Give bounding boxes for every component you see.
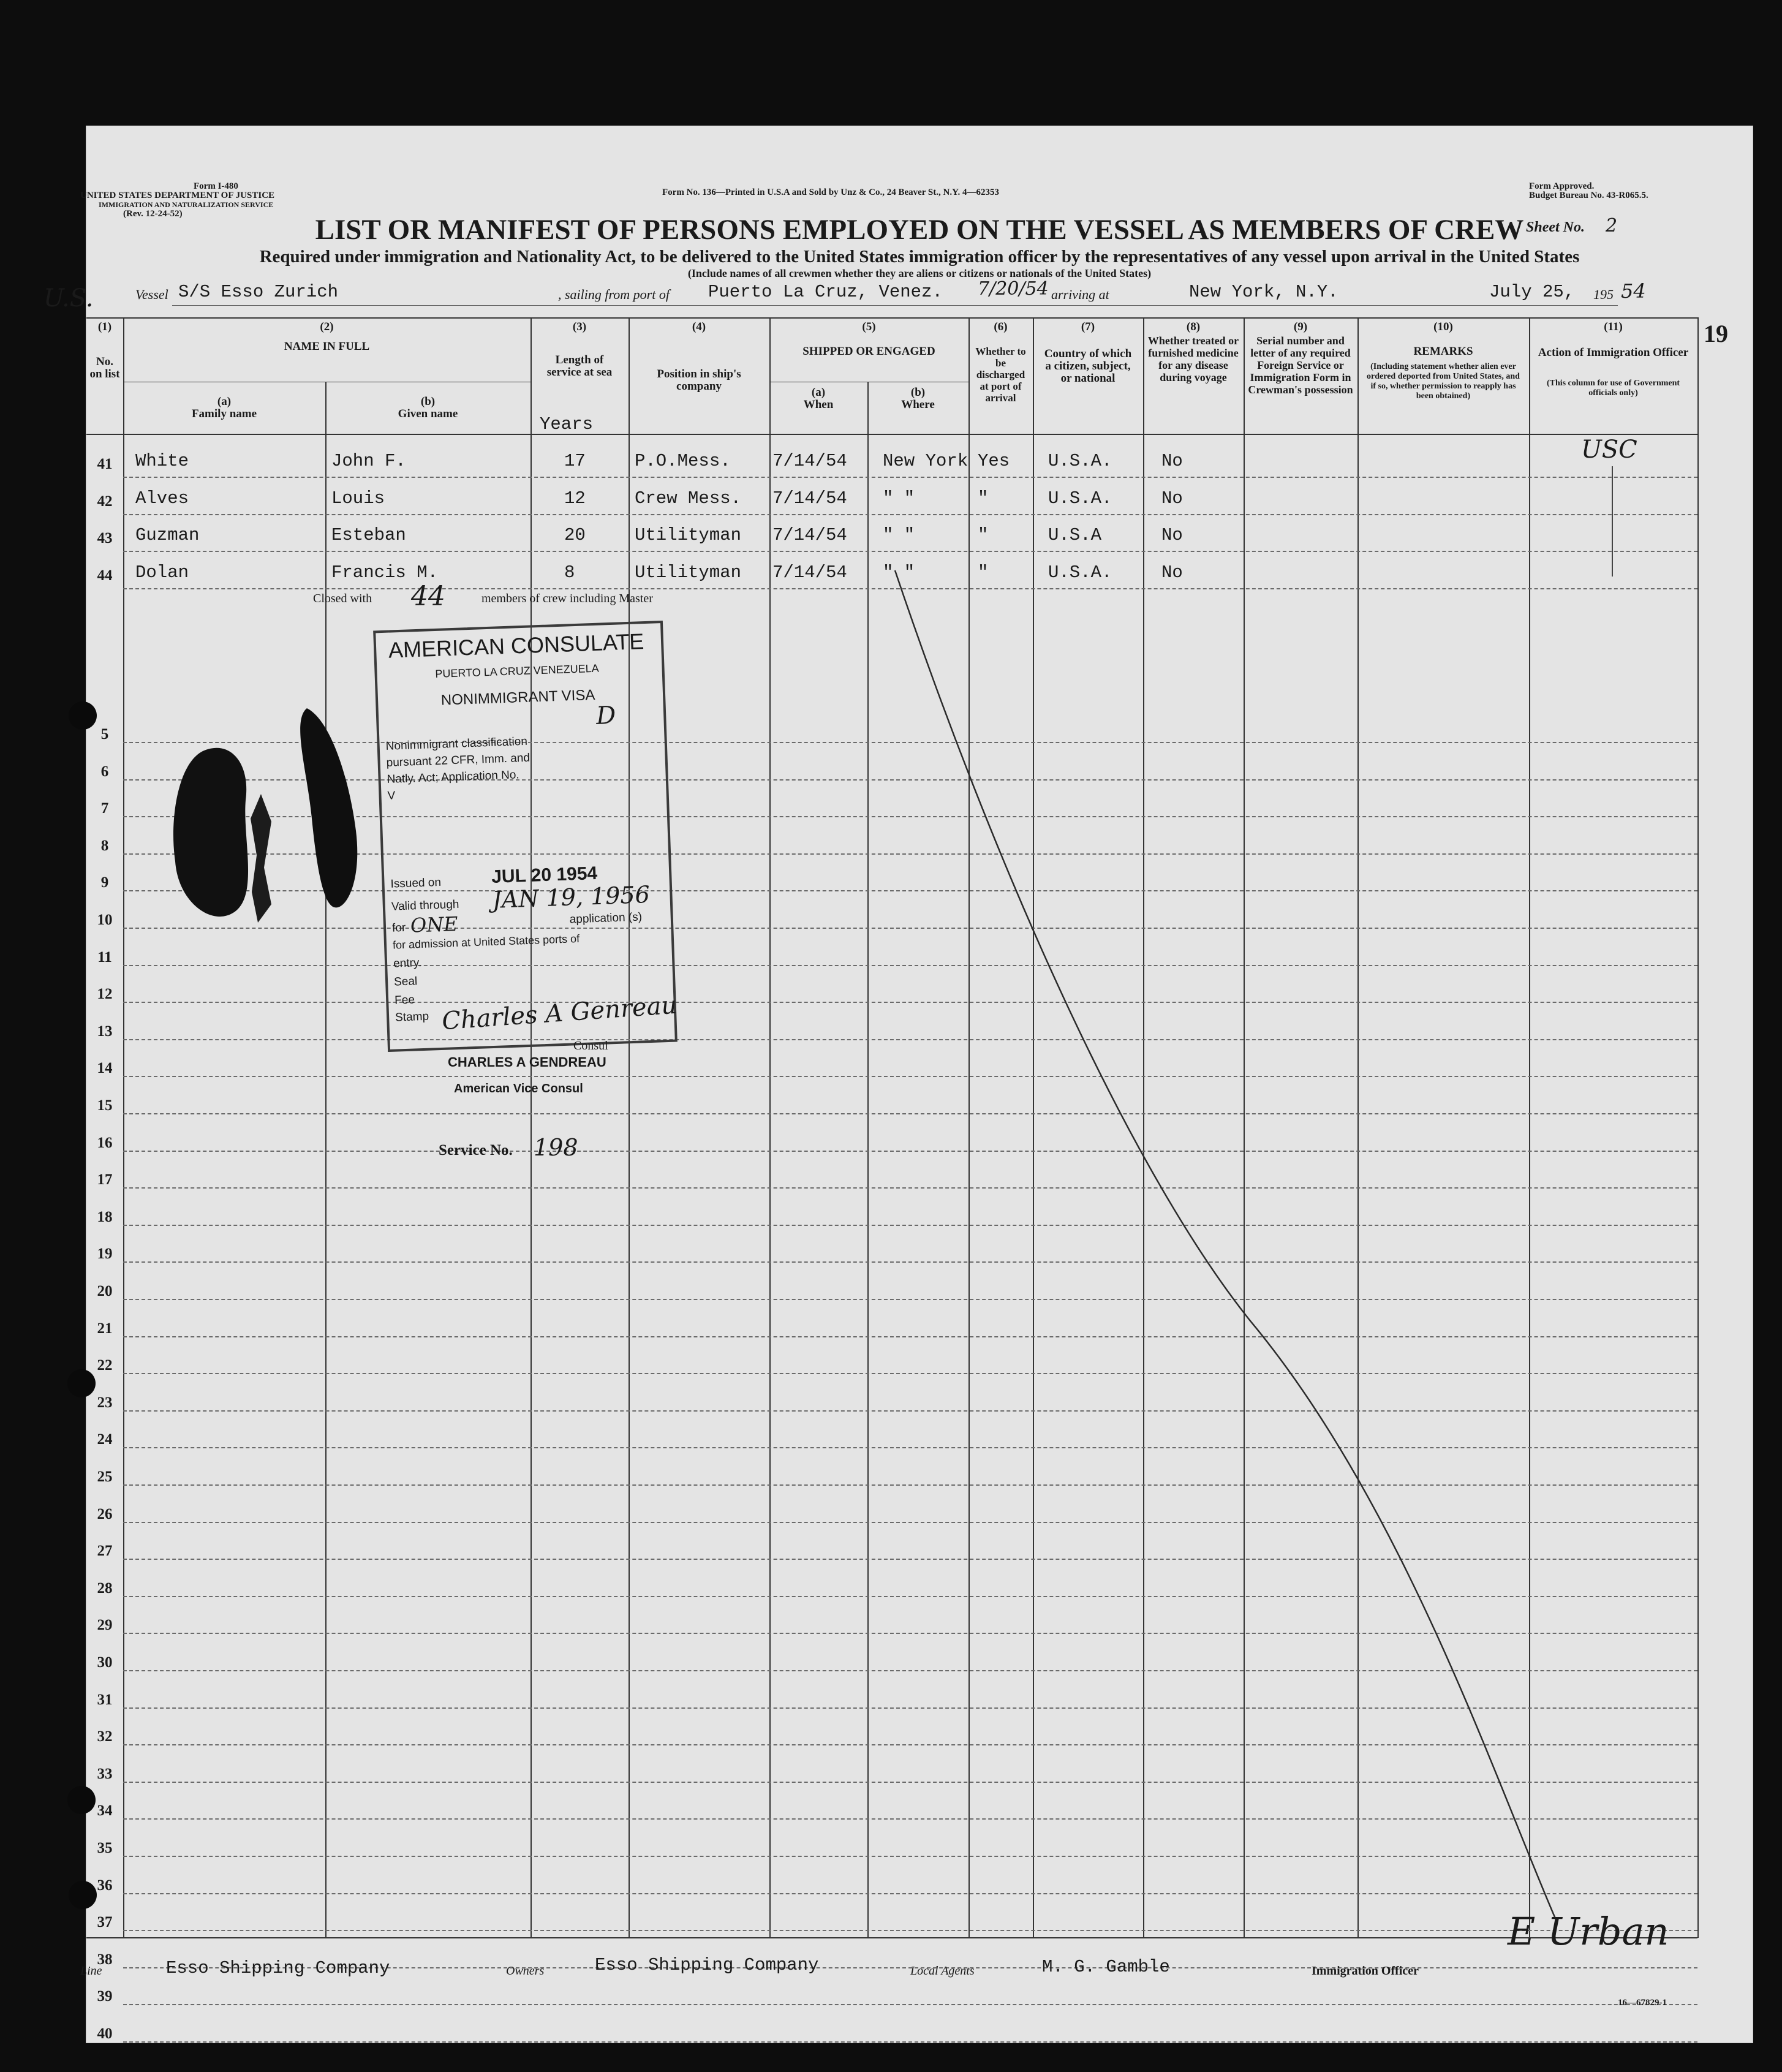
row-number: 10 (97, 912, 113, 928)
crew-medicine: No (1161, 451, 1183, 471)
col2-label: NAME IN FULL (284, 340, 370, 353)
arriving-port: New York, N.Y. (1189, 282, 1338, 302)
service-label: Service No. (439, 1142, 513, 1159)
row-number: 25 (97, 1469, 113, 1485)
row-number: 26 (97, 1505, 113, 1522)
binder-hole (67, 1786, 96, 1814)
agents-label: Local Agents (910, 1964, 975, 1978)
vessel-name: S/S Esso Zurich (178, 282, 339, 302)
crew-family: Guzman (135, 525, 200, 546)
row-number: 6 (100, 763, 109, 780)
crew-position: P.O.Mess. (635, 451, 731, 471)
form-approved: Form Approved. (1529, 181, 1595, 191)
stamp-issued: JUL 20 1954 (491, 863, 598, 887)
row-number: 21 (97, 1320, 113, 1337)
department: UNITED STATES DEPARTMENT OF JUSTICE (80, 191, 275, 200)
row-number: 29 (97, 1617, 113, 1634)
crew-years: 20 (564, 525, 586, 546)
row-number: 12 (97, 986, 113, 1003)
col1-num: (1) (97, 320, 112, 333)
stamp-for-label: for (391, 921, 406, 935)
row-number: 15 (97, 1097, 113, 1114)
col5-label: SHIPPED OR ENGAGED (802, 345, 935, 358)
stamp-valid: JAN 19, 1956 (491, 880, 651, 913)
col9-num: (9) (1293, 320, 1308, 333)
stamp-for-count: ONE (410, 912, 459, 937)
row-number: 36 (97, 1877, 113, 1894)
manifest-sheet (43, 126, 1753, 2043)
row-number: 13 (97, 1023, 113, 1040)
row-number: 18 (97, 1208, 113, 1225)
binder-hole (69, 701, 97, 730)
crew-family: Alves (135, 488, 189, 509)
crew-when: 7/14/54 (772, 562, 847, 583)
vessel-label: Vessel (135, 287, 168, 302)
crew-where: " " (883, 525, 915, 546)
col6-label: Whether to be discharged at port of arrival (975, 346, 1026, 404)
crew-years: 8 (564, 562, 575, 583)
crew-no: 42 (97, 493, 113, 510)
stamp-issued-label: Issued on (390, 875, 442, 891)
row-number: 7 (100, 800, 109, 817)
row-number: 28 (97, 1579, 113, 1597)
stamp-stamp: Stamp (395, 1010, 429, 1024)
row-number: 24 (97, 1431, 113, 1448)
arrival-date: July 25, (1489, 282, 1575, 302)
form-note: (Include names of all crewmen whether they are aliens or citizens or nationals of the United States) (687, 267, 1152, 279)
stamp-seal: Seal (393, 975, 418, 989)
form-id: Form I-480 (194, 181, 238, 191)
crew-years: 17 (564, 451, 586, 471)
stamp-line4: V (387, 789, 396, 803)
service-name: IMMIGRATION AND NATURALIZATION SERVICE (99, 200, 274, 209)
crew-given: Esteban (331, 525, 406, 546)
stamp-fee: Fee (394, 993, 415, 1007)
row-number: 20 (97, 1283, 113, 1299)
sheet-number: 2 (1606, 215, 1618, 236)
printer-line: Form No. 136—Printed in U.S.A and Sold by Unz & Co., 24 Beaver St., N.Y. 4—62353 (662, 187, 1000, 197)
crew-position: Utilityman (635, 525, 742, 546)
crew-where: New York (883, 451, 968, 471)
col2b-label: Given name (398, 407, 458, 420)
crew-medicine: No (1161, 525, 1183, 546)
form-subtitle: Required under immigration and Nationality Act, to be delivered to the United States immigration officer by the representatives of any vessel upon arrival in the United States (259, 247, 1580, 267)
form-title: LIST OR MANIFEST OF PERSONS EMPLOYED ON THE VESSEL AS MEMBERS OF CREW (315, 214, 1524, 246)
line-value: Esso Shipping Company (166, 1958, 390, 1978)
row-number: 30 (97, 1654, 113, 1671)
row-number: 23 (97, 1394, 113, 1411)
crew-discharged: Yes (978, 451, 1010, 471)
row-number: 37 (97, 1914, 113, 1931)
row-number: 34 (97, 1802, 113, 1820)
col1-label: No. on list (89, 355, 120, 380)
owners-value: Esso Shipping Company (595, 1955, 819, 1975)
crew-when: 7/14/54 (772, 525, 847, 546)
col6-num: (6) (994, 320, 1008, 333)
row-number: 9 (100, 874, 109, 891)
col3-label: Length of service at sea (546, 354, 613, 379)
print-code: 16—67829-1 (1618, 1998, 1667, 2008)
col5a-num: (a) (811, 386, 826, 399)
sailing-port: Puerto La Cruz, Venez. (708, 282, 943, 302)
stamp-visa: NONIMMIGRANT VISA (440, 686, 595, 709)
crew-country: U.S.A. (1048, 488, 1112, 509)
line-label: Line (80, 1964, 102, 1978)
row-number: 40 (97, 2025, 113, 2042)
crew-family: Dolan (135, 562, 189, 583)
col11-label: Action of Immigration Officer (1538, 346, 1689, 359)
crew-years: 12 (564, 488, 586, 509)
crew-family: White (135, 451, 189, 471)
crew-country: U.S.A. (1048, 451, 1112, 471)
arriving-label: arriving at (1051, 287, 1109, 302)
col7-num: (7) (1081, 320, 1095, 333)
crew-no: 41 (97, 456, 113, 472)
cancel-line (86, 126, 1753, 2043)
crew-country: U.S.A (1048, 525, 1102, 546)
crew-discharged: " (978, 488, 989, 509)
col5a-label: When (803, 398, 834, 411)
stamp-entry: entry. (393, 956, 422, 970)
sailing-label: , sailing from port of (558, 287, 670, 302)
margin-mark: U.S. (43, 284, 94, 312)
col4-num: (4) (692, 320, 706, 333)
revision: (Rev. 12-24-52) (123, 209, 183, 219)
col2-num: (2) (320, 320, 334, 333)
stamp-visa-mark: D (595, 701, 617, 730)
crew-position: Utilityman (635, 562, 742, 583)
row-number: 17 (97, 1171, 113, 1189)
col11-num: (11) (1604, 320, 1623, 333)
consul-signature: Charles A Genreau (440, 991, 678, 1036)
col11-sub: (This column for use of Government officials only) (1546, 379, 1680, 398)
crew-no: 43 (97, 530, 113, 547)
col2a-label: Family name (191, 407, 257, 420)
service-number: 198 (534, 1134, 578, 1161)
row-number: 16 (97, 1134, 113, 1151)
crew-when: 7/14/54 (772, 488, 847, 509)
closed-prefix: Closed with (313, 592, 372, 605)
crew-given: Louis (331, 488, 385, 509)
crew-where: " " (883, 562, 915, 583)
col10-num: (10) (1433, 320, 1453, 333)
consul-name: CHARLES A GENDREAU (448, 1054, 606, 1070)
stamp-title: AMERICAN CONSULATE (388, 629, 644, 663)
row-number: 5 (100, 726, 109, 743)
col10-sub: (Including statement whether alien ever ordered deported from United States, and if so, whether permission to reapply has been obtained) (1367, 362, 1520, 401)
col5b-label: Where (901, 398, 935, 411)
row-number: 31 (97, 1691, 113, 1708)
col8-label: Whether treated or furnished medicine for any disease during voyage (1147, 335, 1239, 384)
owners-label: Owners (506, 1964, 545, 1978)
stamp-admission: for admission at United States ports of (392, 932, 580, 951)
row-number: 8 (100, 837, 109, 854)
stamp-line1: Nonimmigrant classification (385, 735, 528, 753)
sheet-label: Sheet No. (1526, 219, 1585, 235)
stamp-valid-label: Valid through (391, 898, 459, 913)
crew-given: John F. (331, 451, 406, 471)
stamp-application: application (s) (569, 910, 643, 926)
closed-suffix: members of crew including Master (481, 592, 653, 605)
row-number: 32 (97, 1728, 113, 1745)
row-number: 14 (97, 1060, 113, 1077)
crew-position: Crew Mess. (635, 488, 742, 509)
row-number: 19 (97, 1246, 113, 1263)
year-prefix: 195 (1593, 287, 1614, 302)
crew-given: Francis M. (331, 562, 439, 583)
crew-discharged: " (978, 562, 989, 583)
row-number: 33 (97, 1765, 113, 1782)
crew-discharged: " (978, 525, 989, 546)
binder-hole (67, 1369, 96, 1397)
immigration-action: USC (1581, 436, 1637, 464)
col8-num: (8) (1186, 320, 1201, 333)
stamp-line2: pursuant 22 CFR, Imm. and (386, 751, 530, 769)
year-value: 54 (1621, 279, 1646, 303)
col5b-num: (b) (910, 386, 926, 399)
col2a-num: (a) (217, 395, 232, 408)
row-number: 39 (97, 1988, 113, 2005)
binder-hole (69, 1881, 97, 1909)
page-stamp: 19 (1704, 320, 1728, 347)
stamp-city: PUERTO LA CRUZ VENEZUELA (435, 662, 600, 680)
col3-unit: Years (540, 414, 594, 434)
sailing-date: 7/20/54 (978, 278, 1049, 300)
col10-label: REMARKS (1413, 345, 1473, 358)
col4-label: Position in ship's company (657, 368, 741, 393)
crew-when: 7/14/54 (772, 451, 847, 471)
consul-role: American Vice Consul (454, 1082, 583, 1095)
closed-count: 44 (411, 581, 445, 612)
crew-country: U.S.A. (1048, 562, 1112, 583)
row-number: 38 (97, 1951, 113, 1968)
row-number: 35 (97, 1840, 113, 1856)
crew-medicine: No (1161, 488, 1183, 509)
row-number: 22 (97, 1357, 113, 1374)
stamp-line3: Natly. Act; Application No. (387, 768, 520, 786)
col9-label: Serial number and letter of any required Foreign Service or Immigration Form in Crewman's possession (1248, 335, 1353, 396)
crew-medicine: No (1161, 562, 1183, 583)
officer-signature: E Urban (1508, 1909, 1669, 1954)
col3-num: (3) (572, 320, 587, 333)
col2b-num: (b) (420, 395, 436, 408)
crew-no: 44 (97, 567, 113, 584)
row-number: 27 (97, 1543, 113, 1560)
row-number: 11 (97, 948, 112, 966)
col7-label: Country of which a citizen, subject, or national (1044, 347, 1132, 385)
col5-num: (5) (862, 320, 876, 333)
budget-bureau: Budget Bureau No. 43-R065.5. (1529, 191, 1648, 200)
crew-where: " " (883, 488, 915, 509)
officer-label: Immigration Officer (1312, 1964, 1419, 1978)
agents-value: M. G. Gamble (1042, 1957, 1170, 1977)
consul-title: Consul (573, 1039, 608, 1053)
